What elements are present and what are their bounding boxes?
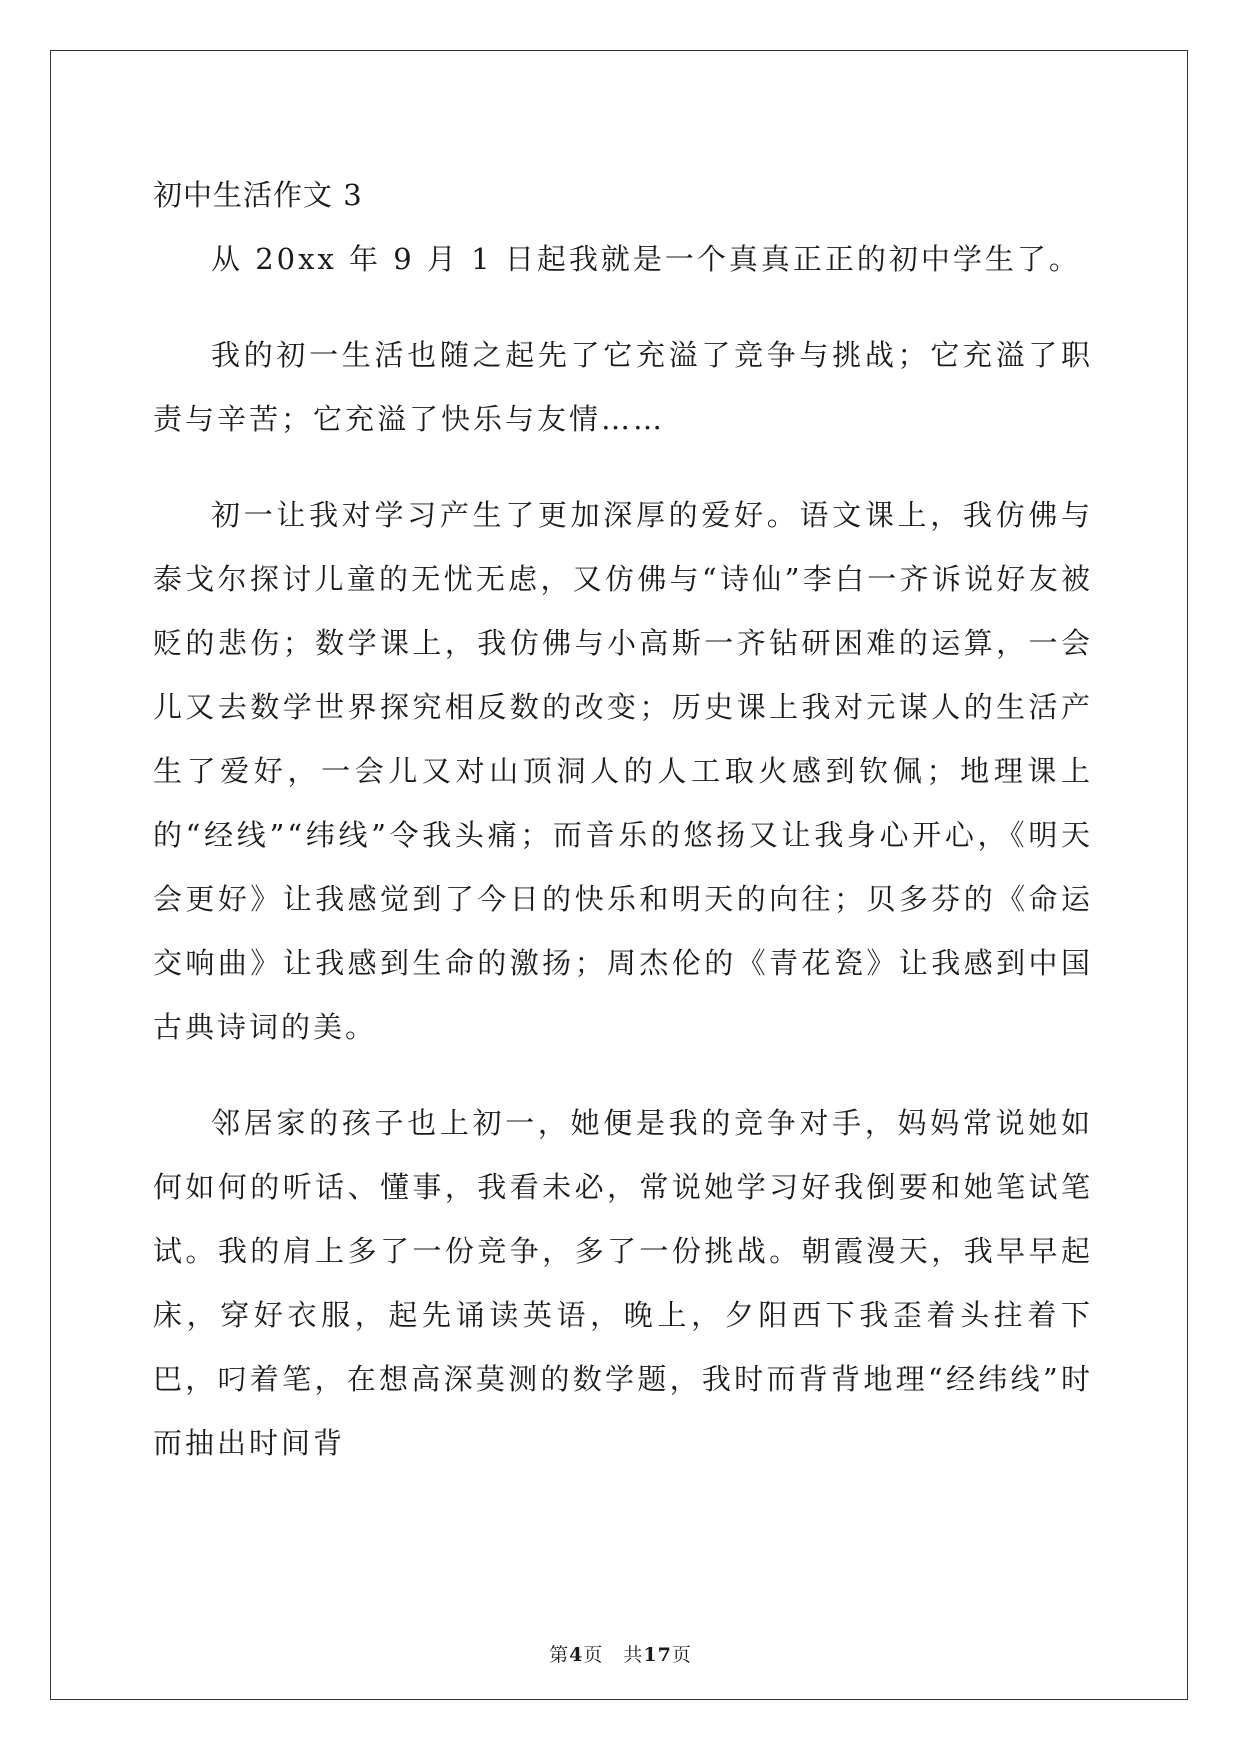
paragraph-2: 我的初一生活也随之起先了它充溢了竞争与挑战；它充溢了职责与辛苦；它充溢了快乐与友情……: [153, 338, 1093, 436]
document-title: 初中生活作文 3: [153, 178, 363, 212]
paragraph-1: 从 20xx 年 9 月 1 日起我就是一个真真正正的初中学生了。: [211, 242, 1081, 276]
total-page-number: 17: [643, 1644, 672, 1666]
paragraph-3: 初一让我对学习产生了更加深厚的爱好。语文课上，我仿佛与泰戈尔探讨儿童的无忧无虑，又仿佛与“诗仙”李白一齐诉说好友被贬的悲伤；数学课上，我仿佛与小高斯一齐钻研困难的运算，一会儿又去数学世界探究相反数的改变；历史课上我对元谋人的生活产生了爱好，一会儿又对山顶洞人的人工取火感到钦佩；地理课上的“经线”“纬线”令我头痛；而音乐的悠扬又让我身心开心，《明天会更好》让我感觉到了今日的快乐和明天的向往；贝多芬的《命运交响曲》让我感到生命的激扬；周杰伦的《青花瓷》让我感到中国古典诗词的美。: [153, 498, 1093, 1044]
footer-suffix: 页: [671, 1644, 692, 1666]
footer-middle: 页 共: [583, 1644, 644, 1666]
footer-prefix: 第: [549, 1644, 570, 1666]
page-footer: [0, 1640, 1241, 1667]
paragraph-4: 邻居家的孩子也上初一，她便是我的竞争对手，妈妈常说她如何如何的听话、懂事，我看未必，常说她学习好我倒要和她笔试笔试。我的肩上多了一份竞争，多了一份挑战。朝霞漫天，我早早起床，穿好衣服，起先诵读英语，晚上，夕阳西下我歪着头拄着下巴，叼着笔，在想高深莫测的数学题，我时而背背地理“经纬线”时而抽出时间背: [153, 1106, 1093, 1460]
document-body: [153, 163, 1093, 1475]
current-page-number: 4: [569, 1644, 584, 1666]
